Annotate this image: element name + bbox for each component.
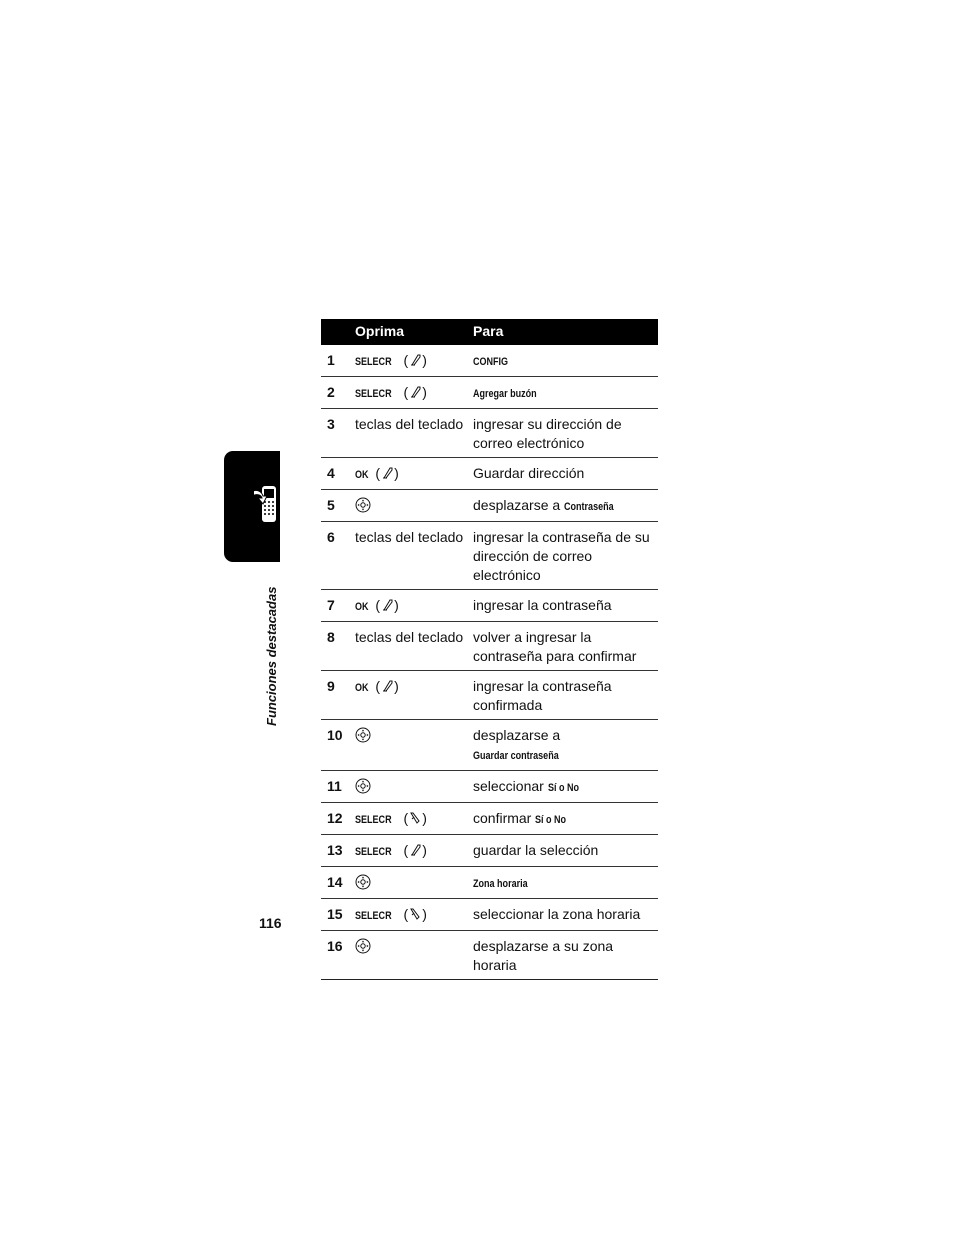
step-number: 14 <box>321 867 355 899</box>
step-number: 2 <box>321 377 355 409</box>
nav-key-icon <box>355 874 371 890</box>
step-action <box>473 720 658 771</box>
action-text: volver a ingresar la contraseña para confirmar <box>473 629 637 664</box>
action-text: ingresar la contraseña <box>473 597 612 613</box>
step-key <box>355 490 473 522</box>
step-number: 9 <box>321 671 355 720</box>
step-number: 3 <box>321 409 355 458</box>
step-number: 13 <box>321 835 355 867</box>
step-action <box>473 622 658 671</box>
step-number: 6 <box>321 522 355 590</box>
step-action <box>473 377 658 409</box>
step-key: OK ( ) <box>355 590 473 622</box>
step-action <box>473 771 658 803</box>
table-row <box>321 899 658 931</box>
step-number: 1 <box>321 345 355 377</box>
key-label: SELECR <box>355 846 392 858</box>
table-row <box>321 671 658 720</box>
nav-key-icon <box>355 497 371 513</box>
action-text: ingresar la contraseña de su dirección de correo electrónico <box>473 529 654 583</box>
step-key <box>355 622 473 671</box>
step-action <box>473 803 658 835</box>
table-row <box>321 720 658 771</box>
table-row <box>321 622 658 671</box>
action-text: confirmar <box>473 810 536 826</box>
table-row <box>321 931 658 980</box>
step-key <box>355 409 473 458</box>
right-soft-key-icon <box>380 465 394 481</box>
right-soft-key-icon <box>380 597 394 613</box>
action-text: ingresar su dirección de correo electrónico <box>473 416 626 451</box>
table-row <box>321 345 658 377</box>
step-action <box>473 490 658 522</box>
menu-item-label: Contraseña <box>564 501 614 513</box>
instructions-table <box>321 319 658 980</box>
key-text: teclas del teclado <box>355 629 464 645</box>
key-label: OK <box>355 682 369 694</box>
right-soft-key-icon <box>380 678 394 694</box>
right-soft-key-icon <box>408 352 422 368</box>
table-row <box>321 867 658 899</box>
right-soft-key-icon <box>408 384 422 400</box>
step-action <box>473 345 658 377</box>
menu-item-label: Sí o No <box>547 782 579 794</box>
key-text: teclas del teclado <box>355 529 464 545</box>
left-soft-key-icon <box>408 906 422 922</box>
step-action <box>473 931 658 980</box>
step-key <box>355 720 473 771</box>
action-text: seleccionar <box>473 778 548 794</box>
step-number: 12 <box>321 803 355 835</box>
table-row <box>321 377 658 409</box>
table-row <box>321 771 658 803</box>
table-row <box>321 409 658 458</box>
step-key: SELECR ( ) <box>355 835 473 867</box>
table-row <box>321 835 658 867</box>
step-key: SELECR ( ) <box>355 899 473 931</box>
header-to: Para <box>473 319 658 345</box>
step-key: OK ( ) <box>355 671 473 720</box>
step-action <box>473 409 658 458</box>
nav-key-icon <box>355 727 371 743</box>
step-action <box>473 590 658 622</box>
menu-item-label: Zona horaria <box>473 878 528 890</box>
action-text: desplazarse a su zona horaria <box>473 938 617 973</box>
key-label: OK <box>355 469 369 481</box>
left-soft-key-icon <box>408 810 422 826</box>
table-row <box>321 522 658 590</box>
menu-item-label: Sí o No <box>535 814 567 826</box>
header-number <box>321 319 355 345</box>
step-action <box>473 867 658 899</box>
table-row <box>321 803 658 835</box>
key-label: SELECR <box>355 910 392 922</box>
step-number: 8 <box>321 622 355 671</box>
step-action <box>473 522 658 590</box>
menu-item-label: CONFIG <box>473 356 509 368</box>
step-number: 11 <box>321 771 355 803</box>
key-label: SELECR <box>355 814 392 826</box>
step-number: 5 <box>321 490 355 522</box>
header-press: Oprima <box>355 319 473 345</box>
right-soft-key-icon <box>408 842 422 858</box>
table-row <box>321 590 658 622</box>
key-text: teclas del teclado <box>355 416 464 432</box>
step-key <box>355 931 473 980</box>
key-label: OK <box>355 601 369 613</box>
step-number: 16 <box>321 931 355 980</box>
step-key: OK ( ) <box>355 458 473 490</box>
action-text: desplazarse a <box>473 497 565 513</box>
step-key <box>355 522 473 590</box>
section-label: Funciones destacadas <box>264 586 279 726</box>
phone-features-icon <box>254 484 278 528</box>
step-action <box>473 671 658 720</box>
key-label: SELECR <box>355 356 392 368</box>
table-header-row <box>321 319 658 345</box>
step-action <box>473 458 658 490</box>
action-text: seleccionar la zona horaria <box>473 906 641 922</box>
step-key <box>355 867 473 899</box>
action-text: ingresar la contraseña confirmada <box>473 678 616 713</box>
table-row <box>321 458 658 490</box>
menu-item-label: Agregar buzón <box>473 388 537 400</box>
nav-key-icon <box>355 778 371 794</box>
section-tab <box>224 451 280 562</box>
step-action <box>473 899 658 931</box>
action-text: guardar la selección <box>473 842 599 858</box>
step-key <box>355 771 473 803</box>
page-number: 116 <box>259 915 282 931</box>
step-number: 15 <box>321 899 355 931</box>
step-key: SELECR ( ) <box>355 377 473 409</box>
step-key: SELECR ( ) <box>355 345 473 377</box>
action-text: Guardar dirección <box>473 465 585 481</box>
key-label: SELECR <box>355 388 392 400</box>
step-action <box>473 835 658 867</box>
nav-key-icon <box>355 938 371 954</box>
step-key: SELECR ( ) <box>355 803 473 835</box>
step-number: 10 <box>321 720 355 771</box>
step-number: 7 <box>321 590 355 622</box>
action-text: desplazarse a <box>473 727 565 743</box>
table-row <box>321 490 658 522</box>
step-number: 4 <box>321 458 355 490</box>
menu-item-label: Guardar contraseña <box>473 750 559 762</box>
